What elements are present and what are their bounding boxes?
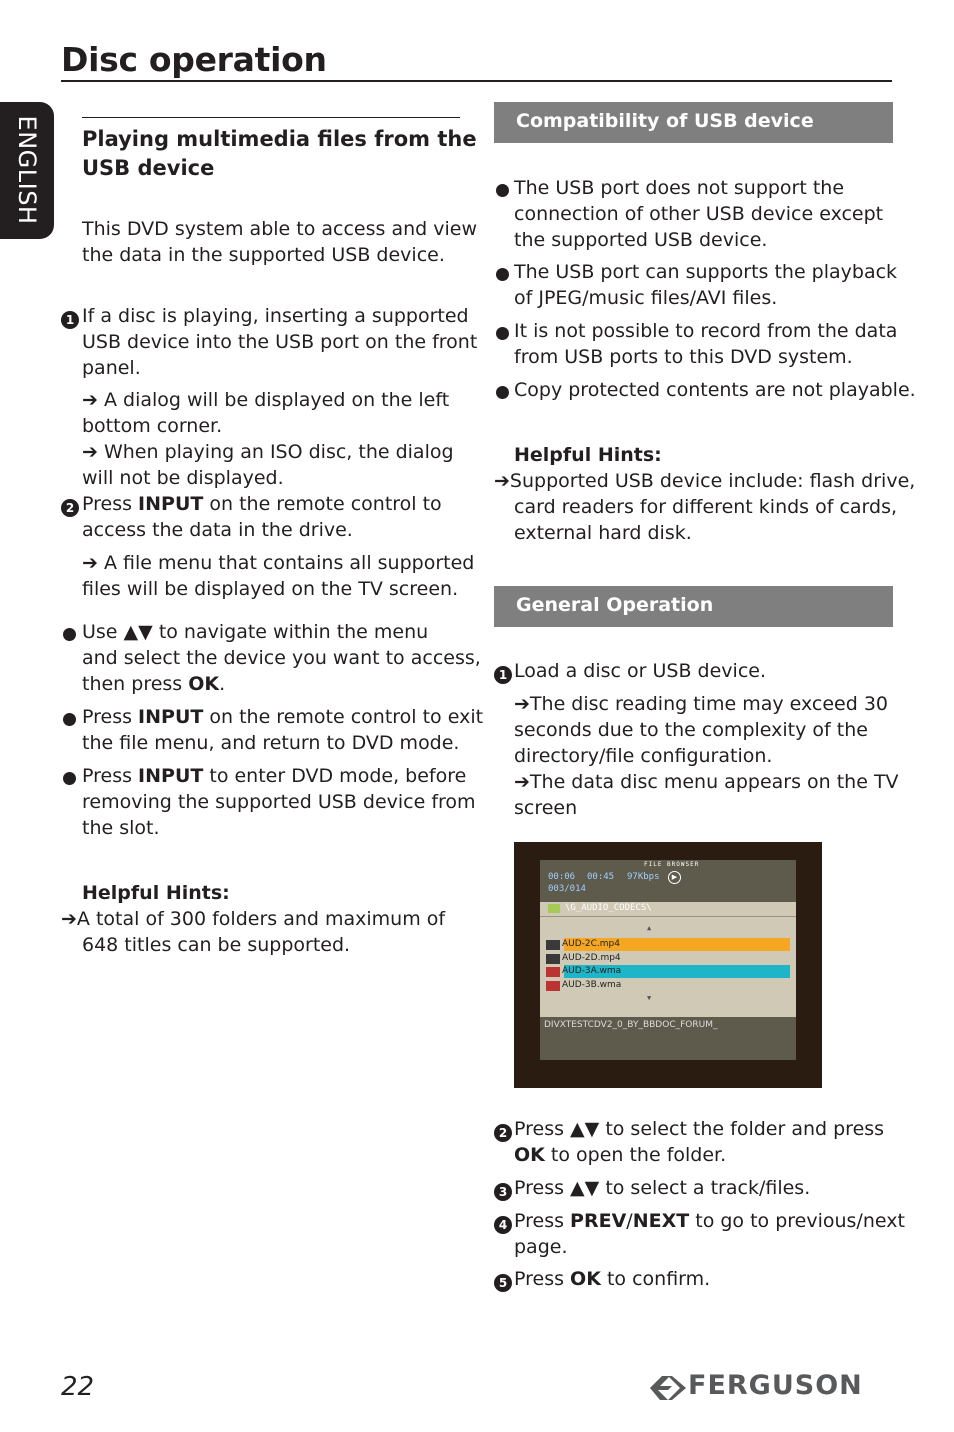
section-rule bbox=[82, 117, 460, 118]
text-line: page. bbox=[514, 1236, 568, 1258]
up-down-arrows-icon: ▲▼ bbox=[570, 1177, 600, 1199]
up-down-arrows-icon: ▲▼ bbox=[123, 621, 153, 643]
text-line: The USB port does not support the bbox=[514, 177, 845, 199]
step-1-sub-1 bbox=[82, 387, 449, 439]
folder-icon bbox=[548, 904, 560, 913]
text-span: to select the folder and press bbox=[599, 1118, 885, 1140]
bitrate: 97Kbps bbox=[627, 872, 660, 882]
text-line: panel. bbox=[82, 357, 141, 379]
file-item: AUD-3B.wma bbox=[562, 980, 622, 990]
text-span: to go to previous/next bbox=[689, 1210, 905, 1232]
text-span: / bbox=[626, 1210, 633, 1232]
music-icon bbox=[546, 981, 560, 991]
heading-line-2: USB device bbox=[82, 156, 215, 180]
text-span: to enter DVD mode, before bbox=[203, 765, 467, 787]
intro-line: the data in the supported USB device. bbox=[82, 244, 445, 266]
key-name: NEXT bbox=[632, 1210, 690, 1232]
folder-path: \G_AUDIO_CODECS\ bbox=[565, 903, 652, 913]
text-span: to navigate within the menu bbox=[152, 621, 429, 643]
step-4-marker: 4 bbox=[494, 1214, 512, 1234]
bullet-navigate bbox=[82, 619, 481, 697]
hints-title: Helpful Hints: bbox=[514, 444, 662, 466]
intro-paragraph bbox=[82, 216, 477, 268]
text-line: access the data in the drive. bbox=[82, 519, 353, 541]
text-line: 648 titles can be supported. bbox=[82, 934, 351, 956]
browser-label: FILE BROWSER bbox=[644, 861, 700, 868]
up-down-arrows-icon: ▲▼ bbox=[570, 1118, 600, 1140]
text-span: on the remote control to bbox=[203, 493, 442, 515]
bullet-exit bbox=[82, 704, 483, 756]
text-line: card readers for different kinds of cards, bbox=[514, 496, 898, 518]
arrow-icon: ➔ bbox=[494, 470, 510, 492]
text-line: USB device into the USB port on the front bbox=[82, 331, 478, 353]
text-line: The USB port can supports the playback bbox=[514, 261, 898, 283]
section-heading bbox=[82, 125, 477, 183]
step-1-text bbox=[82, 303, 477, 381]
logo-mark-icon bbox=[648, 1370, 688, 1406]
arrow-icon: ➔ bbox=[514, 771, 530, 793]
step-1-marker: 1 bbox=[494, 664, 512, 684]
file-icon bbox=[546, 940, 560, 950]
text-line: of JPEG/music files/AVI files. bbox=[514, 287, 778, 309]
general-heading-band bbox=[494, 586, 893, 627]
divider bbox=[540, 916, 796, 917]
step-1-marker: 1 bbox=[61, 309, 79, 329]
hints-text bbox=[61, 906, 445, 958]
compat-bullet bbox=[514, 175, 883, 253]
file-browser-footer bbox=[540, 1017, 796, 1060]
hints-title: Helpful Hints: bbox=[82, 882, 230, 904]
text-span: then press bbox=[82, 673, 189, 695]
general-step-1: Load a disc or USB device. bbox=[514, 660, 766, 682]
text-span: A total of 300 folders and maximum of bbox=[76, 908, 446, 930]
text-span: Press bbox=[82, 765, 139, 787]
scroll-down-icon: ▼ bbox=[647, 994, 652, 1002]
text-line: the slot. bbox=[82, 817, 160, 839]
text-span: Press bbox=[514, 1118, 571, 1140]
general-step-5 bbox=[514, 1266, 710, 1292]
bullet-icon bbox=[496, 384, 509, 403]
general-step-4 bbox=[514, 1208, 905, 1260]
text-line: screen bbox=[514, 797, 578, 819]
bullet-icon bbox=[496, 182, 509, 201]
key-name: INPUT bbox=[138, 765, 204, 787]
text-line: the supported USB device. bbox=[514, 229, 768, 251]
text-span: to select a track/files. bbox=[599, 1177, 811, 1199]
compat-bullet bbox=[514, 318, 897, 370]
heading-line-1: Playing multimedia files from the bbox=[82, 127, 477, 151]
text-span: The data disc menu appears on the TV bbox=[529, 771, 899, 793]
key-name: INPUT bbox=[138, 493, 204, 515]
compat-bullet bbox=[514, 259, 897, 311]
text-line: bottom corner. bbox=[82, 415, 223, 437]
general-heading: General Operation bbox=[516, 594, 714, 616]
language-tab bbox=[0, 102, 54, 239]
compat-heading-band bbox=[494, 102, 893, 143]
page-number: 22 bbox=[61, 1372, 95, 1402]
text-span: Use bbox=[82, 621, 124, 643]
text-line: removing the supported USB device from bbox=[82, 791, 476, 813]
compat-bullet bbox=[514, 377, 916, 403]
play-icon: ▶ bbox=[668, 871, 681, 884]
text-span: Press bbox=[82, 493, 139, 515]
text-span: Press bbox=[514, 1210, 571, 1232]
arrow-icon: ➔ bbox=[514, 693, 530, 715]
text-span: to open the folder. bbox=[544, 1144, 727, 1166]
total-time: 00:45 bbox=[587, 872, 615, 882]
bullet-icon bbox=[496, 325, 509, 344]
text-span: Press bbox=[514, 1268, 571, 1290]
arrow-icon: ➔ bbox=[82, 441, 98, 463]
text-line: seconds due to the complexity of the bbox=[514, 719, 868, 741]
bullet-icon bbox=[63, 711, 76, 730]
text-line: directory/file configuration. bbox=[514, 745, 773, 767]
step-1-sub-2 bbox=[82, 439, 454, 491]
text-line: If a disc is playing, inserting a supported bbox=[82, 305, 469, 327]
file-browser-panel bbox=[540, 860, 796, 1060]
bullet-icon bbox=[63, 770, 76, 789]
arrow-icon: ➔ bbox=[82, 552, 98, 574]
text-line: Copy protected contents are not playable. bbox=[514, 379, 916, 401]
text-line: external hard disk. bbox=[514, 522, 692, 544]
text-span: . bbox=[219, 673, 226, 695]
text-line: It is not possible to record from the data bbox=[514, 320, 898, 342]
arrow-icon: ➔ bbox=[61, 908, 77, 930]
general-step-1-sub-2 bbox=[514, 769, 899, 821]
disc-label: DIVXTESTCDV2_0_BY_BBDOC_FORUM_ bbox=[544, 1020, 718, 1030]
key-name: INPUT bbox=[138, 706, 204, 728]
ferguson-logo bbox=[648, 1370, 892, 1406]
file-icon bbox=[546, 954, 560, 964]
text-line: connection of other USB device except bbox=[514, 203, 884, 225]
file-item: AUD-2C.mp4 bbox=[562, 939, 620, 949]
text-line: and select the device you want to access, bbox=[82, 647, 481, 669]
text-line: A dialog will be displayed on the left bbox=[103, 389, 450, 411]
step-2-marker: 2 bbox=[61, 497, 79, 517]
bullet-icon bbox=[496, 266, 509, 285]
arrow-icon: ➔ bbox=[82, 389, 98, 411]
text-line: the file menu, and return to DVD mode. bbox=[82, 732, 460, 754]
file-item: AUD-3A.wma bbox=[562, 966, 622, 976]
text-span: to confirm. bbox=[600, 1268, 711, 1290]
file-browser-screenshot bbox=[514, 842, 822, 1088]
text-span: Press bbox=[514, 1177, 571, 1199]
file-item: AUD-2D.mp4 bbox=[562, 953, 621, 963]
page-title: Disc operation bbox=[61, 40, 327, 79]
step-5-marker: 5 bbox=[494, 1272, 512, 1292]
music-icon bbox=[546, 967, 560, 977]
title-rule bbox=[61, 80, 892, 82]
general-step-2 bbox=[514, 1116, 884, 1168]
text-line: When playing an ISO disc, the dialog bbox=[103, 441, 454, 463]
compat-heading: Compatibility of USB device bbox=[516, 110, 814, 132]
general-step-3 bbox=[514, 1175, 810, 1201]
step-2-marker: 2 bbox=[494, 1122, 512, 1142]
elapsed-time: 00:06 bbox=[548, 872, 576, 882]
step-2-text bbox=[82, 491, 442, 543]
text-line: A file menu that contains all supported bbox=[103, 552, 475, 574]
text-line: files will be displayed on the TV screen. bbox=[82, 578, 459, 600]
bullet-remove bbox=[82, 763, 476, 841]
hints-text bbox=[494, 468, 915, 546]
step-3-marker: 3 bbox=[494, 1181, 512, 1201]
text-line: will not be displayed. bbox=[82, 467, 284, 489]
intro-line: This DVD system able to access and view bbox=[82, 218, 477, 240]
step-2-sub-1 bbox=[82, 550, 474, 602]
brand-name: FERGUSON bbox=[688, 1370, 863, 1401]
text-line: from USB ports to this DVD system. bbox=[514, 346, 853, 368]
key-name: PREV bbox=[570, 1210, 627, 1232]
key-name: OK bbox=[514, 1144, 545, 1166]
language-label: ENGLISH bbox=[13, 115, 41, 225]
key-name: OK bbox=[570, 1268, 601, 1290]
text-span: The disc reading time may exceed 30 bbox=[529, 693, 888, 715]
text-span: Press bbox=[82, 706, 139, 728]
file-browser-header bbox=[540, 860, 796, 902]
scroll-up-icon: ▲ bbox=[647, 924, 652, 932]
text-span: on the remote control to exit bbox=[203, 706, 484, 728]
general-step-1-sub-1 bbox=[514, 691, 888, 769]
text-span: Supported USB device include: flash drive, bbox=[509, 470, 916, 492]
track-counter: 003/014 bbox=[548, 884, 586, 894]
bullet-icon bbox=[63, 626, 76, 645]
key-name: OK bbox=[188, 673, 220, 695]
